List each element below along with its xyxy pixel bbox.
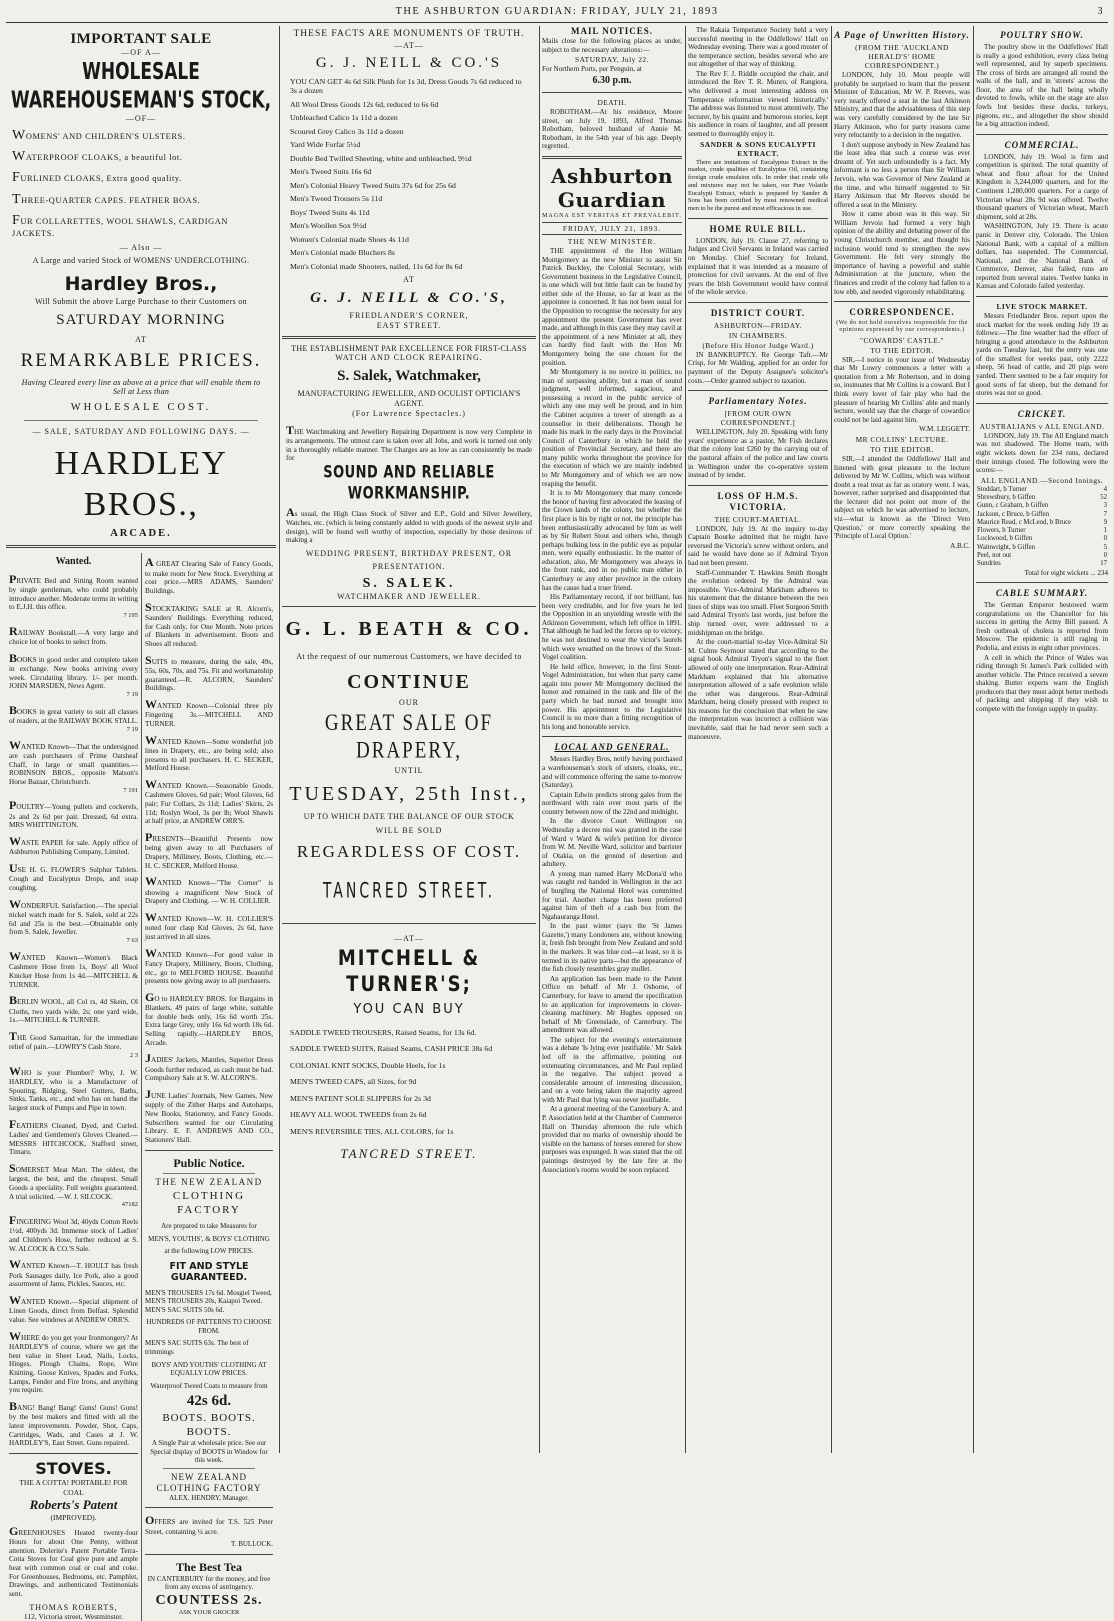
column-2 bbox=[282, 26, 536, 1453]
poultry-heading: POULTRY SHOW. bbox=[1000, 30, 1084, 40]
establishment: THE ESTABLISHMENT PAR EXCELLENCE FOR FIRST-CLASS bbox=[291, 343, 527, 353]
column-rule bbox=[279, 26, 280, 1453]
buy-line: SADDLE TWEED TROUSERS, Raised Seams, for 13s 6d. bbox=[290, 1027, 477, 1037]
gj-neill: G. J. NEILL & CO.'S bbox=[315, 55, 503, 72]
divider bbox=[282, 336, 536, 339]
classified-ad: WHERE do you get your Ironmongery? At HARDLEY'S of course, where we get the best value in Sheet Lead, Nails, Locks, Hinges, Plough Chains, Rope, Wire Knitting, Goose Knives, Spades and Forks, Lamps, Fender and Fire Irons, and anything you require. bbox=[9, 1328, 138, 1395]
classified-ad: WANTED Known—Women's Black Cashmere Hose from 1s, Boys' all Wool Knicker Hose from 1s 4d.—MITCHELL & TURNER. bbox=[9, 948, 138, 989]
at-line: —AT— bbox=[394, 934, 424, 944]
mail-northern: For Northern Ports, per Penguin, at bbox=[542, 65, 642, 74]
price-line: YOU CAN GET 4s 6d Silk Plush for 1s 3d, Dress Goods 7s 6d reduced to 3s a dozen bbox=[290, 76, 522, 96]
price-line: Men's Tweed Trousers 5s 11d bbox=[290, 194, 383, 204]
masthead-title: THE ASHBURTON GUARDIAN: FRIDAY, JULY 21, 1893 bbox=[395, 6, 719, 17]
divider bbox=[145, 1507, 273, 1508]
classified-ad: PRIVATE Bed and Sitting Room wanted by single gentleman, who could probably introduce another. Moderate terms in writing to E.J.H. this office. 7 195 bbox=[9, 571, 138, 619]
clothing-factory-ad bbox=[145, 1156, 273, 1503]
tuesday: TUESDAY, 25th Inst., bbox=[289, 782, 529, 805]
divider bbox=[163, 1173, 255, 1174]
classified-ad: POULTRY—Young pullets and cockerels, 2s and 2s 6d per pair. Dressed, 6d extra. MRS WHITTINGTON. bbox=[9, 798, 138, 830]
fit-style: FIT AND STYLE GUARANTEED. bbox=[169, 1260, 249, 1284]
wedding: WEDDING PRESENT, BIRTHDAY PRESENT, OR bbox=[305, 549, 513, 559]
divider bbox=[976, 134, 1108, 135]
local-paragraph: In the divorce Court Wellington on Wednesday a decree nisi was granted in the case of Ward v Ward & wife's petition for divorce from W. M. Neville Ward, solicitor and barrister of Otakia, on the ground of desertion and adultery. bbox=[542, 817, 682, 869]
district-sub: ASHBURTON—FRIDAY. bbox=[713, 320, 803, 330]
new-minister-heading: THE NEW MINISTER. bbox=[567, 236, 657, 246]
manufacturing: MANUFACTURING JEWELLER, AND OCULIST OPTICIAN'S AGENT. bbox=[297, 389, 521, 409]
classified-ad: WANTED Known.—Special shipment of Linen Goods, direct from Belfast. Splendid value. See windows at ANDREW ORR'S. bbox=[9, 1293, 138, 1325]
table-row: Jackson, c Bruce, b Giffen 7 bbox=[977, 510, 1107, 518]
tancred-street: TANCRED STREET. bbox=[322, 880, 496, 905]
greenhouses-ad: GREENHOUSES Heated twenty-four Hours for about One Penny, without attention. Dolerite's Patent Portable Terra-Cotta Stoves for Coal give pure and ample heat with common coal or coal and coke. For Greenhouses, Bedrooms, etc. Pamphlet, Drawings, and authenticated Testimonials sent. bbox=[9, 1523, 138, 1598]
classifieds-left bbox=[6, 553, 141, 1621]
sound-workmanship: SOUND AND RELIABLE WORKMANSHIP. bbox=[323, 463, 495, 504]
unwritten-heading: A Page of Unwritten History. bbox=[834, 30, 970, 40]
column-6 bbox=[976, 26, 1108, 1453]
sale-days: — SALE, SATURDAY AND FOLLOWING DAYS. — bbox=[32, 426, 250, 436]
divider bbox=[688, 302, 828, 303]
loss-text: At the court-martial to-day Vice-Admiral Sir M. Culme Seymour stated that according to the signal book Admiral Tryon's signal to the fleet allowed of only one interpretation. Rear-Admiral Markham explained that his alternative interpretation allowed of a safe evolution while the other was dangerous. Rear-Admiral Markham, being closely pressed with respect to his reasons for the conclusion that when he saw the interpretation was incorrect a collision was inevitable, said that he had never seen such a manoeuvre. bbox=[688, 638, 828, 741]
stock-item: WOMENS' AND CHILDREN'S ULSTERS. bbox=[12, 128, 186, 144]
price-line: Men's Colonial made Shooters, nailed, 11s 6d for 8s 6d bbox=[290, 261, 463, 271]
before-judge: (Before His Honor Judge Ward.) bbox=[702, 340, 814, 350]
livestock-text: Messrs Friedlander Bros. report upon the stock market for the week ending July 19 as follows:—The fine weather had the effect of bringing a good attendance to the Ashburton yards on Tuesday last, but the entry was one of the smallest for weeks past, only 2222 sheep, 56 head of cattle, and 20 pigs were yarded. There seemed to be a fair enquiry for good sorts of fat sheep, but the demand for stores was not so good. bbox=[976, 312, 1108, 398]
local-paragraph: Messrs Hardley Bros, notify having purchased a warehouseman's stock of ulsters, cloaks, etc., and will commence offering the same to-morrow (Saturday). bbox=[542, 755, 682, 790]
page-number: 3 bbox=[1097, 6, 1104, 17]
neill-ad bbox=[282, 29, 536, 73]
top-rule bbox=[6, 22, 1108, 23]
cable-text: A cell in which the Prince of Wales was riding through St James's Park collided with another vehicle. The Prince received a severe shaking. Butter experts warn the English producers that they must adopt better methods of packing and shipping if they wish to compete with the foreign supply in quality. bbox=[976, 653, 1108, 713]
submit-line: Will Submit the above Large Purchase to their Customers on bbox=[35, 296, 247, 306]
table-row: Shrewsbury, b Giffen 52 bbox=[977, 493, 1107, 501]
classified-ad: FEATHERS Cleaned, Dyed, and Curled. Ladies' and Gentlemen's Gloves Cleaned.—MESSRS HITCHCOCK, Stafford street, Timaru. bbox=[9, 1116, 138, 1157]
buy-line: SADDLE TWEED SUITS, Raised Seams, CASH PRICE 38s 6d bbox=[290, 1044, 493, 1054]
local-paragraph: A young man named Harry McDona'd who was caught red handed in Wellington in the act of burgling the National Hotel was committed for trial. Another charge has been preferred against him of theft of a cash box from the Ngahauranga Hotel. bbox=[542, 869, 682, 921]
classified-ad: WANTED Known.—Seasonable Goods. Cashmere Gloves, 6d pair; Wool Gloves, 6d pair; Fur Collars, 2s 11d; Ladies' Skirts, 2s 11d; Roslyn Wool, 3s per lb; Wool Shawls at half price, at ANDREW ORR'S. bbox=[145, 776, 273, 826]
price-line: Women's Colonial made Shoes 4s 11d bbox=[290, 234, 409, 244]
waterproof-line: Waterproof Tweed Coats to measure from bbox=[150, 1381, 268, 1390]
continue: CONTINUE bbox=[347, 670, 471, 693]
column-4 bbox=[688, 26, 828, 1453]
hardley-bros-large: HARDLEY BROS., bbox=[54, 444, 228, 524]
classified-ad: WHO is your Plumber? Why, J. W. HARDLEY, who is a Manufacturer of Spouting, Ridging, Steel Gutters, Baths, Sinks, Tanks, etc., and who has on hand the largest stock of Pumps and Pipe in town. bbox=[9, 1063, 138, 1112]
classifieds-block bbox=[6, 553, 276, 1621]
table-row: Flowers, b Turner 1 bbox=[977, 527, 1107, 535]
unwritten-text: How it came about was in this way. Sir William Jervois had formed a very high opinion of the ability and debating power of the young Christchurch member, and thought his inclusion would tend to strengthen the new Government. He felt very strongly the importance of having a powerful and stable Administration at the juncture, when the finances and credit of the colony had fallen to a low ebb, and needed vigorously rehabilitating. bbox=[834, 210, 970, 296]
classified-ad: WANTED Known—Some wonderful job lines in Drapery, etc., are being sold; also presents to all purchasers. H. C. SECKER, Melford House. bbox=[145, 732, 273, 773]
local-paragraph: At a general meeting of the Canterbury A. and P. Association held at the Chamber of Commerce Hall on Thursday afternoon the rule which provided that no marks of ownership should be visible on the harness of horses entered for show purposes was expunged. It was stated that the oil paintings destroyed by the late fire at the Association's rooms would be soon replaced. bbox=[542, 1105, 682, 1174]
local-paragraph: An application has been made to the Patent Office on behalf of Mr J. Osborne, of Canterbury, for leave to amend the specification to an application for improvements in clover-cleaning machinery. Mr Hughes opposed on behalf of Mr Greenslade, of Canterbury. The amendment was allowed. bbox=[542, 974, 682, 1035]
classified-ad: WANTED Known—That the undersigned are cash purchasers of Prime Oatsheaf Chaff, in large or small quantities.—ROBINSON BROS., opposite Matson's Horse Bazaar, Christchurch. 7 191 bbox=[9, 737, 138, 794]
upto: UP TO WHICH DATE THE BALANCE OF OUR STOCK bbox=[303, 812, 515, 822]
nz-clothing: THE NEW ZEALAND bbox=[155, 1177, 263, 1188]
you-can-buy: YOU CAN BUY bbox=[353, 1002, 465, 1018]
tancred-street-2: TANCRED STREET. bbox=[340, 1146, 478, 1162]
stock-item: FUR COLLARETTES, WOOL SHAWLS, CARDIGAN JACKETS. bbox=[12, 212, 229, 238]
price-line: Scoured Grey Calico 3s 11d a dozen bbox=[290, 126, 404, 136]
signature: A.B.C. bbox=[950, 541, 970, 550]
sale-title: IMPORTANT SALE bbox=[70, 31, 212, 47]
minister-paragraph: His Parliamentary record, if not brilliant, has been very creditable, and for five years he led the Opposition in an unyielding wrestle with the Atkinson Government, which left office in 1891. That although he had led the forces up to victory, he was not destined to wear the victor's laurels which were wreathed on the brows of the Stout-Vogel coalition. bbox=[542, 593, 682, 662]
price-line: Men's Colonial Heavy Tweed Suits 37s 6d for 25s 6d bbox=[290, 180, 456, 190]
divider bbox=[834, 301, 970, 302]
classified-ad: BOOKS in great variety to suit all classes of readers, at the RAILWAY BOOK STALL. 7 19 bbox=[9, 702, 138, 733]
classified-ad: JADIES' Jackets, Mantles, Superior Dress Goods further reduced, as cash must be had. Compulsory Sale at S. W. ALCORN'S. bbox=[145, 1051, 273, 1083]
improved-line: (IMPROVED). bbox=[50, 1512, 97, 1522]
local-paragraph: In the past winter (says the 'St James Gazette,') many Londoners ate, without knowing it, fresh fish brought from New Zealand and sold in the markets. It was blue cod—at least, so it is termed in its native parts—but the appearance of the fish closely resembles gray mullet. bbox=[542, 922, 682, 974]
price-line: Double Bed Twilled Sheeting, white and unbleached, 9½d bbox=[290, 153, 472, 163]
public-notice: Public Notice. bbox=[173, 1155, 245, 1170]
east-street: EAST STREET. bbox=[376, 320, 442, 330]
buy-line: MEN'S PATENT SOLE SLIPPERS for 2s 3d bbox=[290, 1093, 431, 1103]
roberts-patent: Roberts's Patent bbox=[29, 1496, 118, 1512]
parl-heading: Parliamentary Notes. bbox=[708, 396, 808, 407]
paper-date: FRIDAY, JULY 21, 1893. bbox=[542, 222, 682, 235]
sanders-text: There are imitations of Eucalyptus Extract in the market, crude qualities of Eucalyptus Oil, containing foreign crude emulsion oils. In order that crude oils and mixtures may not be taken, our Pure Volatile Eucalypti Extract, which is prepared by Sander & Sons has been certified by most renowned medical men to be the purest and most efficacious in use. bbox=[688, 158, 828, 213]
buy-line: COLONIAL KNIT SOCKS, Double Heels, for 1s bbox=[290, 1060, 446, 1070]
local-paragraph: Captain Edwin predicts strong gales from the northward with rain over most parts of the country between now of the 22nd and midnight. bbox=[542, 790, 682, 816]
local-paragraph: The subject for the evening's entertainment was a debate 'Is lying ever justifiable.' Mr Salek led off in the affirmative, pointing out extenuating circumstances, and Mr Paul replied in the negative. The subject proved a considerable amount of interesting discussion, and on a vote being taken the majority agreed with Mr Paul that lying was never justifiable. bbox=[542, 1035, 682, 1104]
minister-paragraph: It is to Mr Montgomery that many concede the honor of having first advocated the leasing of the Crown lands of the colony, but whether the first place is his by right or not, the principle has been enthusiastically advocated by him as well as by Sir Robert Stout and others who, though perhaps bulking less in the public eye as popular men, were equally enthusiastic. In the matter of education, also, Mr Montgomery was always in the front rank, and in no public man either in Canterbury or any other province in the colony has the cause had a truer friend. bbox=[542, 489, 682, 592]
mail-time: 6.30 p.m. bbox=[592, 74, 632, 86]
wanted-heading: Wanted. bbox=[55, 556, 92, 568]
divider bbox=[688, 390, 828, 391]
classified-ad: JUNE Ladies' Journals, New Games, New supply of the Zither Harps and Autoharps, New Books, Stationery, and Fancy Goods. Subscribers wanted for our Circulating Library. E. F. ANDREWS AND CO., Stationers' Hall. bbox=[145, 1087, 273, 1145]
home-rule-heading: HOME RULE BILL. bbox=[709, 223, 807, 234]
facts-line: THESE FACTS ARE MONUMENTS OF TRUTH. bbox=[293, 29, 525, 39]
column-3 bbox=[542, 26, 682, 1453]
column-1 bbox=[6, 26, 276, 1621]
column-5 bbox=[834, 26, 970, 1453]
lecture-heading: MR COLLINS' LECTURE. bbox=[855, 434, 949, 444]
parl-text: WELLINGTON, July 20. Speaking with forty years' experience as a pastor, Mr Fish declares that the colony lost £260 by the carrying out of the pastoral affairs of the police and law courts in Wellington under the co-operative system instead of by tender. bbox=[688, 428, 828, 480]
prepared-line: Are prepared to take Measures for bbox=[161, 1222, 257, 1231]
hardley-name: Hardley Bros., bbox=[64, 273, 218, 296]
neill-footer bbox=[282, 275, 536, 331]
nz-clothing-2: NEW ZEALAND CLOTHING FACTORY bbox=[156, 1471, 262, 1493]
temperance-paragraph: The Rakaia Temperance Society held a very successful meeting in the Oddfellows' Hall on Wednesday evening. There was a good muster of the temperance section, besides several who are not altogether of that way of thinking. bbox=[688, 26, 828, 69]
offers-ad: OFFERS are invited for T.S. 525 Peter Street, containing ¼ acre. bbox=[145, 1513, 273, 1536]
cowards-text: SIR,—I notice in your issue of Wednesday that Mr Lowry commences a letter with a quotation from a Mr Robertson, and in doing so, insinuates that Mr Collins is a coward. But I think every lover of fair play who had the pleasure of hearing Mr Collins' able and manly lecture, would say that the charge of cowardice could not be laid against him. bbox=[834, 355, 970, 424]
loss-text: Staff-Commander T. Hawkins Smith thought the evolution ordered by the Admiral was impossible. Vice-Admiral Markham adheres to his statement that the distance between the two lines of ships was too small. Fleet Surgeon Smith said Admiral Tryon's last words, just before the ship turned over, were addressed to a midshipman on the bridge. bbox=[688, 568, 828, 637]
neill-price-list bbox=[282, 77, 536, 272]
of-a-line: —OF A— bbox=[121, 48, 161, 58]
classified-ad: WANTED Known—Colonial three ply Fingering 3s.—MITCHELL AND TURNER. bbox=[145, 696, 273, 728]
to-editor: TO THE EDITOR. bbox=[870, 444, 934, 454]
classified-ad: PRESENTS—Beautiful Presents now being given away to all Purchasers of Drapery, Millinery, Boots, Clothing, etc.—H. C. SECKER, Melford House. bbox=[145, 829, 273, 870]
table-row: Gunn, c Graham, b Giffen 3 bbox=[977, 502, 1107, 510]
trousers-line: MEN'S TROUSERS 20s, Kaiapoi Tweed. bbox=[145, 1297, 263, 1306]
salek-2: S. SALEK. bbox=[362, 575, 456, 591]
column-rule bbox=[831, 26, 832, 1453]
hardley-sale-ad bbox=[6, 30, 276, 123]
column-rule bbox=[685, 26, 686, 1453]
price-line: Yard Wide Forfar 5½d bbox=[290, 140, 361, 150]
mens-suits-line: MEN'S, YOUTHS', & BOYS' CLOTHING bbox=[148, 1234, 270, 1243]
great-sale: GREAT SALE OF DRAPERY, bbox=[324, 710, 494, 764]
classified-ad: GO to HARDLEY BROS. for Bargains in Blankets, 49 pairs of large white, suitable for double beds only, 16s 6d worth 25s. Extra large Grey, only 16s 6d worth 18s 6d. Selling rapidly.—HARDLEY BROS, Arcade. bbox=[145, 989, 273, 1047]
watchmaker: WATCHMAKER AND JEWELLER. bbox=[337, 591, 481, 601]
classified-ad: BOOKS in good order and complete taken in exchange. New books arriving every week. Circulating library. 1/- per month. JOHN MARSDEN, News Agent. 7 19 bbox=[9, 650, 138, 698]
gj-neill-2: G. J. NEILL & CO.'S, bbox=[310, 289, 508, 306]
cable-heading: CABLE SUMMARY. bbox=[995, 588, 1089, 599]
table-row: Sundries 17 bbox=[977, 560, 1107, 568]
commercial-heading: COMMERCIAL. bbox=[1004, 139, 1080, 150]
mail-text: Mails close for the following places as under, subject to the necessary alterations:— bbox=[542, 36, 682, 54]
saturday-morning: SATURDAY MORNING bbox=[56, 312, 226, 329]
mitchell-footer bbox=[282, 1146, 536, 1162]
classified-ad: WANTED Known—T. HOULT has fresh Pork Sausages daily, Ice Pork, also a good assortment of Jams, Pickles, Sauces, etc. bbox=[9, 1257, 138, 1289]
table-row: Wainwright, b Giffen 5 bbox=[977, 543, 1107, 551]
at-line: AT bbox=[135, 334, 147, 344]
cleared-line: Having Cleared every line as above at a price that will enable them to Sell at Less than bbox=[21, 377, 261, 397]
correspondence-heading: CORRESPONDENCE. bbox=[849, 307, 955, 318]
hundreds-line: HUNDREDS OF PATTERNS TO CHOOSE FROM. bbox=[146, 1318, 272, 1335]
unwritten-text: LONDON, July 10. Most people will probably be surprised to learn that the present Minister of Education, Mr W. P. Reeves, was very nearly offered a seat in the last Atkinson Ministry, and that the advisableness of this step was very carefully considered by the late Sir Harry Atkinson, who for party reasons came very reluctantly to a decision in the negative. bbox=[834, 71, 970, 140]
to-editor: TO THE EDITOR. bbox=[870, 345, 934, 355]
district-court-heading: DISTRICT COURT. bbox=[710, 307, 806, 318]
unwritten-sub: (FROM THE 'AUCKLAND HERALD'S' HOME CORRESPONDENT.) bbox=[855, 42, 949, 71]
divider bbox=[145, 1150, 273, 1151]
single-pair: A Single Pair at wholesale price. See our Special display of BOOTS in Window for this week. bbox=[150, 1439, 268, 1465]
minister-paragraph: Mr Montgomery is no novice in politics, no man of surpassing ability, but a man of sound judgment, well informed, sagacious, and possessing a record in the public service of which any one may well be proud, and in him the Cabinet acquires a tower of strength as a counsellor in their deliberations. Though he made his mark in the early days in the Provincial Council of Canterbury in which he held the position of Provincial Secretary, and there are many public works throughout the province for the execution of which we are mainly indebted to Mr Montgomery and of which we are now reaping the benefit. bbox=[542, 368, 682, 488]
divider bbox=[976, 296, 1108, 297]
stock-title: WHOLESALE WAREHOUSEMAN'S STOCK, bbox=[10, 58, 272, 114]
australians: AUSTRALIANS v ALL ENGLAND. bbox=[979, 421, 1105, 431]
classified-ad: WONDERFUL Satisfaction.—The special nickel watch made for S. Salek, sold at 22s 6d and 25s is the best.—Obtainable only from S. Salek, Jeweller. 7 63 bbox=[9, 896, 138, 945]
classified-ad: FINGERING Wool 3d, 40yds Cotton Reels 1½d, 400yds 3d. Immense stock of Ladies' and Children's Hose, further reduced at S. W. ALCOCK & CO.'S Sale. bbox=[9, 1213, 138, 1253]
hendry-line: ALEX. HENDRY, Manager. bbox=[169, 1493, 249, 1502]
of-line: —OF— bbox=[125, 113, 157, 123]
trousers-line: MEN'S SAC SUITS 50s 6d. bbox=[145, 1305, 225, 1314]
stock-item: FURLINED CLOAKS, Extra good quality. bbox=[12, 170, 182, 186]
lecture-text: SIR,—I attended the Oddfellows' Hall and listened with great pleasure to the lecture delivered by Mr W. Collins, which was without doubt a real treat as far as oratory went. I was, however, rather surprised and disappointed that the lecturer did not point out more of the subject on which he was advertised to lecture, viz—what is known as the 'Direct Veto Question,' or more correctly speaking the 'Principle of Local Option.' bbox=[834, 455, 970, 541]
column-rule bbox=[973, 26, 974, 1453]
classified-ad: SUITS to measure, during the sale, 49s, 55s, 60s, 70s, and 75s. Fit and workmanship guaranteed.—R. ALCORN, Saunders' Buildings. bbox=[145, 652, 273, 693]
minister-paragraph: He held office, however, in the first Stout-Vogel Administration, but when that party came again into power Mr Montgomery declined the honor and remained in the rank and file of the party which he had nursed and brought into power. His appointment to the Legislative Council is no more than a fitting recognition of his long and honorable service. bbox=[542, 662, 682, 731]
cricket-heading: CRICKET. bbox=[1017, 408, 1067, 419]
table-row: Lockwood, b Giffen 0 bbox=[977, 535, 1107, 543]
divider bbox=[282, 606, 536, 607]
local-heading: LOCAL AND GENERAL. bbox=[554, 742, 670, 753]
chambers: IN CHAMBERS. bbox=[728, 330, 788, 340]
death-notice: ROBOTHAM.—At his residence, Moore street, on July 19, 1893, Alfred Thomas Robotham, beloved husband of Annie M. Robotham, in the 54th year of his age. Deeply regretted. bbox=[542, 107, 682, 151]
roberts-address: 112, Victoria street, Westminster. bbox=[23, 1612, 124, 1621]
divider bbox=[542, 92, 682, 93]
column-rule bbox=[539, 26, 540, 1453]
at-line: AT bbox=[403, 275, 415, 285]
divider bbox=[145, 1554, 273, 1555]
table-row: Peel, not out 0 bbox=[977, 551, 1107, 559]
large-stock-line: A Large and varied Stock of WOMENS' UNDERCLOTHING. bbox=[32, 255, 250, 265]
divider bbox=[282, 923, 536, 924]
thomas-roberts: THOMAS ROBERTS, bbox=[29, 1602, 118, 1612]
corner: FRIEDLANDER'S CORNER, bbox=[349, 311, 469, 321]
arcade: ARCADE. bbox=[110, 527, 172, 539]
divider bbox=[9, 1453, 138, 1454]
divider bbox=[976, 403, 1108, 404]
request-line: At the request of our numerous Customers, we have decided to bbox=[296, 651, 522, 661]
clothing-factory: CLOTHING FACTORY bbox=[172, 1190, 246, 1216]
classified-ad: BANG! Bang! Bang! Guns! Guns! Guns! by the best makers and fitted with all the latest improvements. Powder, Shot, Caps, Cartridges, Wads, and Cases at J. W. HARDLEY'S, East Street. Guns repaired. bbox=[9, 1398, 138, 1448]
classified-ad: THE Good Samaritan, for the immediate relief of pain.—LOWRY'S Cash Store. 2 3 bbox=[9, 1028, 138, 1059]
cricket-innings: ALL ENGLAND.—Second Innings. bbox=[980, 475, 1104, 485]
beath-ad bbox=[282, 617, 536, 905]
presentation: PRESENTATION. bbox=[372, 561, 446, 571]
classified-ad: WASTE PAPER for sale. Apply office of Ashburton Publishing Company, Limited. bbox=[9, 834, 138, 857]
our: OUR bbox=[399, 697, 419, 707]
salek-title: S. Salek, Watchmaker, bbox=[337, 368, 481, 385]
cotta-line: THE A COTTA! PORTABLE! FOR COAL bbox=[19, 1478, 128, 1497]
temperance-paragraph: The Rev F. J. Riddle occupied the chair, and introduced the Rev T. R. Munro, of Rangiora, who delivered a most interesting address on 'Temperance reformation viewed historically.' The address was listened to most attentively. The lecturer, by his quaint and humorous stories, kept his audience in roars of laughter, and all present seemed to thoroughly enjoy it. bbox=[688, 69, 828, 138]
mitchell-list bbox=[282, 1028, 536, 1137]
countess: COUNTESS 2s. bbox=[155, 1592, 263, 1608]
wholesale-cost: WHOLESALE COST. bbox=[70, 402, 212, 414]
mail-notices-heading: MAIL NOTICES. bbox=[570, 26, 654, 36]
paper-title: Ashburton Guardian bbox=[551, 163, 673, 213]
bullock: T. BULLOCK. bbox=[230, 1540, 273, 1549]
divider bbox=[688, 218, 828, 219]
stock-items bbox=[6, 127, 276, 239]
buy-line: MEN'S REVERSIBLE TIES, ALL COLORS, for 1s bbox=[290, 1126, 454, 1136]
home-rule-text: LONDON, July 19. Clause 27, referring to Judges and Civil Servants in Ireland was carried on Monday. Chief Secretary for Ireland, explained that it was intended as a measure of protection for civil servants. At the end of five years the Irish Government would have control of the whole service. bbox=[688, 236, 828, 297]
divider bbox=[24, 420, 258, 421]
price-line: Unbleached Calico 1s 11d a dozen bbox=[290, 113, 398, 123]
cable-text: The German Emperor bestowed warm congratulations on the Chancellor for his success in getting the Army Bill passed. A fresh outbreak of cholera is reported from Moscow. The epidemic is still raging in Podolia, and exists in eight other provinces. bbox=[976, 601, 1108, 652]
stoves-heading: STOVES. bbox=[35, 1458, 112, 1478]
classified-ad: BERLIN WOOL, all Col rs, 4d Skein, Ol Cloths, two yards wide, 2s; one yard wide, 1s.—MITCHELL & TURNER. bbox=[9, 993, 138, 1025]
divider bbox=[6, 545, 276, 548]
commercial-text: LONDON, July 19. Wool is firm and competition is spirited. The total quantity of wheat and flour afloat for the United Kingdom is 3,244,000 quarters, and for the Continent 1,280,000 quarters. For a cargo of Victorian wheat 28s 9d was offered. Twelve thousand quarters of Victorian wheat, March shipment, sold at 28s. bbox=[976, 152, 1108, 221]
classified-ad: RAILWAY Bookstall.—A very large and choice lot of books to select from. bbox=[9, 623, 138, 647]
cricket-total: Total for eight wickets ... 234 bbox=[1024, 568, 1108, 577]
scores-table bbox=[976, 486, 1108, 569]
buy-line: MEN'S TWEED CAPS, all Sizes, for 9d bbox=[290, 1077, 417, 1087]
mail-date: SATURDAY, July 22. bbox=[575, 55, 649, 65]
correspondence-note: (We do not hold ourselves responsible for the opinions expressed by our correspondents.) bbox=[836, 320, 968, 334]
minister-paragraph: THE appointment of the Hon William Montgomery as the new Minister to assist Sir Patrick Buckley, the Colonial Secretary, with Government business in the Legislative Council, is one which will but little fault can be found by either side of the House, so far at least as the appointee is concerned. It has not been usual for the Opposition to recognise the necessity for any appointment the present Government has ever made, and although in this case they may cavil at the appointment of a new Minister at all, they can hardly find fault with the Hon Mr Montgomery being the one chosen for the position. bbox=[542, 247, 682, 367]
remarkable-prices: REMARKABLE PRICES. bbox=[20, 350, 262, 372]
price-line: All Wool Dress Goods 12s 6d, reduced to 6s 6d bbox=[290, 99, 439, 109]
paper-motto: MAGNA EST VERITAS ET PREVALEBIT. bbox=[542, 212, 682, 219]
price-line: Men's Woollen Sox 9½d bbox=[290, 221, 367, 231]
classified-ad: WANTED Known—"The Corner" is showing a magnificent New Stock of Drapery and Clothing. — W. H. COLLIER. bbox=[145, 874, 273, 906]
divider bbox=[542, 156, 682, 159]
divider bbox=[542, 736, 682, 737]
ask-grocer: ASK YOUR GROCER bbox=[178, 1608, 240, 1616]
sac-suits-line: MEN'S SAC SUITS 63s. The best of trimmings bbox=[145, 1339, 249, 1357]
price-line: Boys' Tweed Suits 4s 11d bbox=[290, 207, 370, 217]
price-42: 42s 6d. bbox=[186, 1393, 232, 1410]
classified-ad: WANTED Known—W. H. COLLIER'S noted four clasp Kid Gloves, 2s 6d, have just arrived in all sizes. bbox=[145, 909, 273, 941]
until: UNTIL bbox=[394, 766, 424, 776]
divider bbox=[976, 582, 1108, 583]
low-prices-line: at the following LOW PRICES. bbox=[164, 1247, 254, 1256]
price-line: Men's Colonial made Bluchers 8s bbox=[290, 248, 395, 258]
usual-text: As usual, the High Class Stock of Silver and E.P., Gold and Silver Jewellery, Watches, etc. (which is being constantly added to with goods of the newest style and design), will be found well worthy of inspection, especially by those desirous of making a bbox=[286, 504, 532, 545]
classifieds-right bbox=[141, 553, 276, 1621]
stock-item: THREE-QUARTER CAPES. FEATHER BOAS. bbox=[12, 191, 201, 207]
poultry-text: The poultry show in the Oddfellows' Hall is really a good exhibition, every class being well represented, and by superb specimens. The cross of birds are arranged all round the walls of the hall, and in 'streets' across the floor, the area of the hall being wholly devoted to fowls, while on the stage are also fowls but besides these ducks, turkeys, pigeons, etc., and altogether the show should be a big attraction indeed. bbox=[976, 42, 1108, 129]
beath-title: G. L. BEATH & CO. bbox=[285, 618, 533, 641]
boys-line: BOYS' AND YOUTHS' CLOTHING AT EQUALLY LOW PRICES. bbox=[151, 1360, 267, 1378]
classified-ad: A GREAT Clearing Sale of Fancy Goods, to make room for New Stock. Everything at cost price.—MRS ADAMS, Saunders' Buildings. bbox=[145, 555, 273, 595]
unwritten-text: I don't suppose anybody in New Zealand has the least idea that such a course was ever dreamt of. Yet such unfoundedly is a fact. My informant is no less a person than Sir William Jervois, who was Governor of New Zealand at the time, and who himself suggested to Sir Harry Atkinson that Mr Reeves should be offered a seat in the Ministry. bbox=[834, 140, 970, 209]
tea-line: IN CANTERBURY for the money, and free from any excess of astringency. bbox=[147, 1574, 271, 1592]
stock-item: WATERPROOF CLOAKS, a beautiful lot. bbox=[12, 149, 183, 165]
classified-ad: SOMERSET Meat Mart. The oldest, the largest, the best, and the cheapest. Small Goods a speciality. Full weights guaranteed. A trial solicited. —W. J. SILCOCK. 47182 bbox=[9, 1160, 138, 1209]
district-text: IN BANKRUPTCY. Re George Taft.—Mr Crisp, for Mr Walding, applied for an order for payment of the Deputy Assignee's solicitor's costs.—Order granted subject to taxation. bbox=[688, 350, 828, 385]
classified-ad: USE H. G. FLOWER'S Sulphur Tablets. Cough and Eucalyptus Drops, and soap coughing. bbox=[9, 861, 138, 893]
loss-heading: LOSS OF H.M.S. VICTORIA. bbox=[717, 490, 799, 512]
cricket-text: LONDON, July 19. The All England match was not shadowed. The Home team, with eight wickets down for 234 runs, declared their innings closed. The following were the scores:— bbox=[976, 431, 1108, 475]
cowards-heading: "COWARDS' CASTLE." bbox=[859, 335, 945, 345]
divider bbox=[163, 1468, 255, 1469]
spectacles: (For Lawrence Spectacles.) bbox=[352, 408, 466, 418]
sanders-heading: SANDER & SONS EUCALYPTI EXTRACT. bbox=[700, 139, 816, 158]
classified-ad: WANTED Known—For good value in Fancy Drapery, Millinery, Boots, Clothing, etc., go to MELFORD HOUSE. Beautiful presents now giving away to all purchasers. bbox=[145, 945, 273, 986]
at-line: —AT— bbox=[394, 40, 424, 50]
watchmaking-text: THE Watchmaking and Jewellery Repairing Department is now very Complete in its arrangements. The utmost care is taken over all Jobs, and work is turned out only in a thoroughly reliable manner. The Charges are as low as can consistently be made for bbox=[286, 422, 532, 463]
livestock-heading: LIVE STOCK MARKET. bbox=[996, 301, 1088, 311]
salek-ad bbox=[282, 344, 536, 602]
mitchell-ad bbox=[282, 934, 536, 1018]
commercial-text: WASHINGTON, July 19. There is acute panic in Denver city, Colorado. The Union National Bank, with a capital of a million dollars, has suspended. The Commercial, National, and the National Bank of Commerce, Denver, also failed, runs are reported from several states. Twelve banks in Kansas and Colorado failed yesterday. bbox=[976, 222, 1108, 291]
hardley-sale-ad-lower bbox=[6, 243, 276, 540]
court-martial: THE COURT-MARTIAL. bbox=[714, 514, 802, 524]
divider bbox=[688, 485, 828, 486]
boots-line: BOOTS. BOOTS. BOOTS. bbox=[162, 1412, 256, 1438]
loss-text: LONDON, July 19. At the inquiry to-day Captain Bourke admitted that he might have reversed the Victoria's screw without orders, and said he would have done so if Admiral Tryon had not been present. bbox=[688, 524, 828, 567]
watch-clock: WATCH AND CLOCK REPAIRING. bbox=[335, 353, 483, 363]
trousers-line: MEN'S TROUSERS 17s 6d. Mosgiel Tweed, bbox=[145, 1288, 272, 1297]
mitchell-turner: MITCHELL & TURNER'S; bbox=[337, 945, 481, 998]
regardless: REGARDLESS OF COST. bbox=[296, 841, 522, 861]
price-line: Men's Tweed Suits 16s 6d bbox=[290, 167, 372, 177]
buy-line: HEAVY ALL WOOL TWEEDS from 2s 6d bbox=[290, 1110, 427, 1120]
also-line: — Also — bbox=[119, 242, 163, 252]
parl-sub: [FROM OUR OWN CORRESPONDENT.] bbox=[720, 409, 796, 428]
best-tea: The Best Tea bbox=[175, 1559, 242, 1574]
signature: W.M. LEGGETT. bbox=[919, 425, 970, 434]
table-row: Stoddart, b Turner 4 bbox=[977, 485, 1107, 493]
will-be: WILL BE SOLD bbox=[375, 825, 443, 835]
classified-ad: STOCKTAKING SALE at R. Alcorn's, Saunders' Buildings. Everything reduced, for Cash only, for One Month. Note prices of Blankets in advertisement. Boots and Shoes all reduced. bbox=[145, 599, 273, 648]
death-heading: DEATH. bbox=[597, 97, 627, 107]
table-row: Maurice Read, c McLeod, b Bruce 9 bbox=[977, 518, 1107, 526]
masthead bbox=[0, 0, 1114, 22]
